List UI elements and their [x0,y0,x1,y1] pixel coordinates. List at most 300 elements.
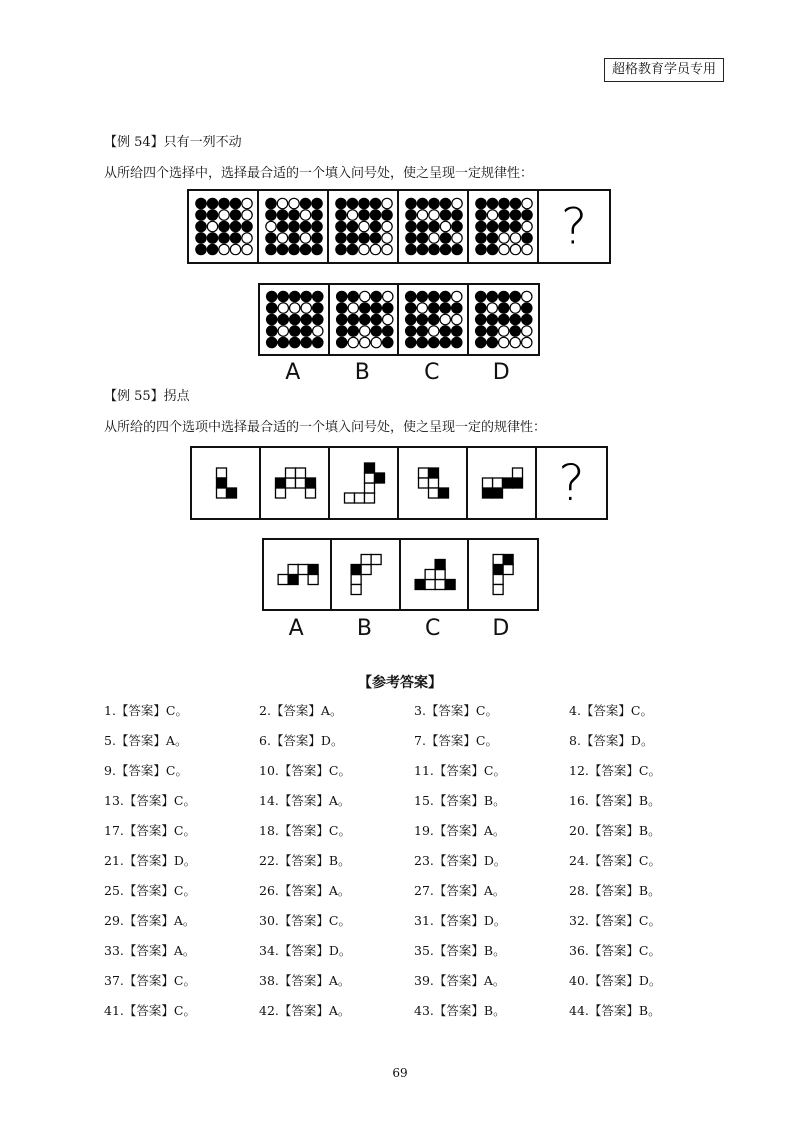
figure-cell [399,191,469,262]
black-dot [278,337,288,347]
black-dot [476,244,486,254]
black-dot [487,326,497,336]
black-dot [429,314,439,324]
black-square [276,478,286,488]
black-dot [313,314,323,324]
answer-item: 35.【答案】B。 [414,943,506,958]
black-dot [207,233,217,243]
black-dot [289,210,299,220]
black-square [351,565,361,575]
white-dot [359,221,369,231]
dot-grid-figure [399,191,469,262]
white-dot [510,244,520,254]
black-dot [440,291,450,301]
black-dot [487,244,497,254]
white-square [351,575,361,585]
black-dot [498,314,508,324]
white-square [365,493,375,503]
option-square-figure [469,540,537,609]
question-mark-icon [537,448,606,518]
answer-item: 13.【答案】C。 [104,793,196,808]
black-square [435,560,445,570]
option-label-d[interactable]: D [492,360,510,385]
answer-item: 36.【答案】C。 [569,943,661,958]
option-label-c[interactable]: C [424,360,440,385]
black-dot [452,210,462,220]
answer-item: 20.【答案】B。 [569,823,661,838]
black-dot [475,337,485,347]
black-dot [476,233,486,243]
black-dot [440,233,450,243]
black-dot [440,303,450,313]
black-dot [336,221,346,231]
white-dot [382,314,392,324]
white-square [435,570,445,580]
black-square [493,565,503,575]
black-dot [371,314,381,324]
square-path-figure [330,448,399,518]
black-dot [429,198,439,208]
white-dot [522,244,532,254]
black-dot [336,337,346,347]
white-square [288,565,298,575]
black-dot [242,221,252,231]
white-square [296,468,306,478]
white-dot [452,291,462,301]
figure-cell [329,191,399,262]
black-dot [336,198,346,208]
answer-item: 14.【答案】A。 [259,793,351,808]
black-dot [348,291,358,301]
figure-cell [469,540,537,609]
black-square [375,473,385,483]
black-dot [290,314,300,324]
black-square [227,488,237,498]
black-dot [289,244,299,254]
white-dot [452,198,462,208]
black-dot [267,303,277,313]
black-dot [266,244,276,254]
black-dot [278,314,288,324]
black-dot [499,221,509,231]
black-dot [196,198,206,208]
white-dot [230,244,240,254]
answer-item: 11.【答案】C。 [414,763,506,778]
white-square [419,478,429,488]
white-square [425,580,435,590]
black-dot [196,210,206,220]
black-dot [290,291,300,301]
black-dot [510,198,520,208]
white-square [351,585,361,595]
figure-cell [469,191,539,262]
black-square [439,488,449,498]
white-dot [487,303,497,313]
black-dot [417,314,427,324]
black-square [415,580,425,590]
black-dot [487,314,497,324]
square-path-figure [261,448,330,518]
dot-grid-figure [329,191,399,262]
black-dot [475,291,485,301]
white-dot [278,303,288,313]
white-dot [348,303,358,313]
option-label-b[interactable]: B [356,616,372,641]
white-square [308,575,318,585]
black-square [308,565,318,575]
black-dot [440,337,450,347]
black-dot [301,326,311,336]
black-dot [429,303,439,313]
white-dot [522,221,532,231]
black-dot [476,221,486,231]
black-dot [301,291,311,301]
white-dot [487,210,497,220]
black-dot [417,337,427,347]
black-dot [266,210,276,220]
white-dot [452,233,462,243]
black-dot [359,210,369,220]
figure-cell [399,285,469,354]
white-dot [347,210,357,220]
black-dot [521,314,531,324]
white-square [278,575,288,585]
black-dot [196,244,206,254]
answer-item: 16.【答案】B。 [569,793,661,808]
figure-cell [468,448,537,518]
black-dot [348,314,358,324]
answer-item: 31.【答案】D。 [414,913,507,928]
black-dot [336,303,346,313]
black-dot [510,210,520,220]
white-square [286,478,296,488]
white-dot [498,326,508,336]
page-number: 69 [392,1066,408,1080]
answer-item: 33.【答案】A。 [104,943,196,958]
ex54-title: 【例 54】只有一列不动 [104,135,242,150]
black-dot [370,233,380,243]
figure-cell [469,285,539,354]
answer-item: 10.【答案】C。 [259,763,351,778]
white-square [429,478,439,488]
option-square-figure [401,540,469,609]
answer-item: 40.【答案】D。 [569,973,662,988]
figure-cell [264,540,332,609]
answer-item: 32.【答案】C。 [569,913,661,928]
white-square [425,570,435,580]
black-dot [522,210,532,220]
black-dot [452,326,462,336]
black-dot [417,198,427,208]
black-dot [277,221,287,231]
answer-item: 1.【答案】C。 [104,703,188,718]
white-dot [521,326,531,336]
black-dot [440,210,450,220]
black-dot [347,233,357,243]
answer-item: 4.【答案】C。 [569,703,653,718]
white-dot [242,244,252,254]
white-square [298,565,308,575]
black-square [513,478,523,488]
white-square [513,468,523,478]
black-dot [347,221,357,231]
answer-item: 19.【答案】A。 [414,823,506,838]
black-dot [476,198,486,208]
black-dot [510,326,520,336]
black-dot [230,198,240,208]
white-dot [499,233,509,243]
white-square [493,478,503,488]
dot-grid-figure [469,191,539,262]
black-dot [312,233,322,243]
figure-cell [330,448,399,518]
black-dot [336,326,346,336]
option-label-d[interactable]: D [492,616,510,641]
white-square [493,575,503,585]
white-square [276,488,286,498]
white-dot [359,337,369,347]
black-dot [406,337,416,347]
white-dot [207,221,217,231]
black-dot [219,221,229,231]
black-dot [267,326,277,336]
white-dot [429,233,439,243]
black-dot [487,233,497,243]
square-path-figure [399,448,468,518]
black-dot [359,233,369,243]
black-square [503,555,513,565]
white-dot [522,198,532,208]
white-dot [521,291,531,301]
answer-item: 17.【答案】C。 [104,823,196,838]
option-dot-grid [399,285,469,354]
black-square [429,468,439,478]
option-label-a[interactable]: A [285,360,301,385]
figure-cell [189,191,259,262]
black-dot [521,303,531,313]
question-mark: ? [558,454,585,512]
white-dot [219,244,229,254]
white-dot [382,233,392,243]
answer-item: 39.【答案】A。 [414,973,506,988]
white-dot [277,198,287,208]
answer-item: 21.【答案】D。 [104,853,197,868]
black-dot [301,337,311,347]
answer-item: 25.【答案】C。 [104,883,196,898]
figure-cell [399,448,468,518]
white-dot [510,233,520,243]
white-square [286,468,296,478]
option-label-c[interactable]: C [424,616,441,641]
black-dot [510,221,520,231]
black-dot [417,233,427,243]
black-dot [290,326,300,336]
black-dot [406,303,416,313]
black-dot [300,221,310,231]
black-dot [406,291,416,301]
figure-cell [330,285,400,354]
black-dot [312,198,322,208]
black-dot [417,326,427,336]
header-label: 超格教育学员专用 [604,58,724,82]
white-square [429,488,439,498]
figure-cell [332,540,400,609]
black-dot [452,221,462,231]
white-dot [429,210,439,220]
black-dot [266,233,276,243]
black-dot [498,303,508,313]
black-dot [336,233,346,243]
answer-item: 38.【答案】A。 [259,973,351,988]
black-square [503,478,513,488]
answer-item: 23.【答案】D。 [414,853,507,868]
white-dot [429,326,439,336]
black-dot [196,221,206,231]
black-dot [371,326,381,336]
black-dot [336,210,346,220]
white-dot [278,326,288,336]
black-dot [406,221,416,231]
answer-item: 28.【答案】B。 [569,883,661,898]
black-dot [510,291,520,301]
ex54-options-panel [258,283,540,356]
black-dot [290,337,300,347]
white-dot [382,291,392,301]
option-square-figure [264,540,332,609]
black-dot [336,291,346,301]
black-dot [289,233,299,243]
white-dot [417,210,427,220]
answer-item: 27.【答案】A。 [414,883,506,898]
figure-cell [192,448,261,518]
black-dot [440,198,450,208]
black-dot [522,233,532,243]
white-dot [440,221,450,231]
black-dot [312,221,322,231]
black-dot [277,210,287,220]
white-dot [289,198,299,208]
black-dot [267,291,277,301]
ex54-question: 从所给四个选择中，选择最合适的一个填入问号处，使之呈现一定规律性： [104,166,534,181]
black-square [217,478,227,488]
black-dot [406,314,416,324]
black-dot [452,244,462,254]
black-dot [452,337,462,347]
option-label-b[interactable]: B [354,360,370,385]
black-dot [487,291,497,301]
white-square [345,493,355,503]
dot-grid-figure [189,191,259,262]
answer-item: 6.【答案】D。 [259,733,344,748]
black-dot [382,337,392,347]
white-dot [382,244,392,254]
black-dot [452,303,462,313]
white-dot [521,337,531,347]
black-dot [406,244,416,254]
option-dot-grid [330,285,400,354]
black-dot [230,210,240,220]
black-dot [429,291,439,301]
black-dot [266,198,276,208]
white-dot [242,210,252,220]
black-dot [417,244,427,254]
white-square [483,478,493,488]
answer-item: 42.【答案】A。 [259,1003,351,1018]
black-dot [336,244,346,254]
answer-item: 30.【答案】C。 [259,913,351,928]
black-dot [371,303,381,313]
white-square [361,565,371,575]
black-dot [487,337,497,347]
black-dot [278,291,288,301]
black-dot [382,326,392,336]
black-dot [475,326,485,336]
white-dot [277,233,287,243]
white-dot [382,221,392,231]
figure-cell [537,448,606,518]
white-square [419,468,429,478]
black-dot [267,314,277,324]
white-square [493,555,503,565]
black-dot [499,210,509,220]
black-dot [277,244,287,254]
white-dot [371,337,381,347]
black-dot [267,337,277,347]
white-dot [266,221,276,231]
black-dot [417,291,427,301]
white-square [217,488,227,498]
ex55-options-panel [262,538,539,611]
white-dot [359,244,369,254]
answer-item: 18.【答案】C。 [259,823,351,838]
white-square [371,555,381,565]
answer-item: 34.【答案】D。 [259,943,352,958]
black-dot [289,221,299,231]
figure-cell [539,191,609,262]
option-dot-grid [260,285,330,354]
figure-cell [259,191,329,262]
black-dot [207,198,217,208]
black-square [306,478,316,488]
black-square [365,463,375,473]
white-dot [440,314,450,324]
black-dot [230,233,240,243]
white-dot [452,314,462,324]
answers-title: 【参考答案】 [358,675,442,691]
black-dot [300,198,310,208]
option-label-a[interactable]: A [288,616,304,641]
answer-item: 9.【答案】C。 [104,763,188,778]
black-dot [313,291,323,301]
option-square-figure [332,540,400,609]
white-square [355,493,365,503]
answer-item: 8.【答案】D。 [569,733,654,748]
white-dot [300,233,310,243]
white-dot [359,291,369,301]
black-dot [207,244,217,254]
ex55-question: 从所给的四个选项中选择最合适的一个填入问号处，使之呈现一定的规律性： [104,420,547,435]
white-dot [242,233,252,243]
black-dot [347,198,357,208]
white-square [493,585,503,595]
white-dot [382,198,392,208]
black-dot [498,291,508,301]
ex54-sequence-panel [187,189,611,264]
black-dot [406,326,416,336]
white-dot [499,244,509,254]
black-dot [406,198,416,208]
white-dot [219,210,229,220]
